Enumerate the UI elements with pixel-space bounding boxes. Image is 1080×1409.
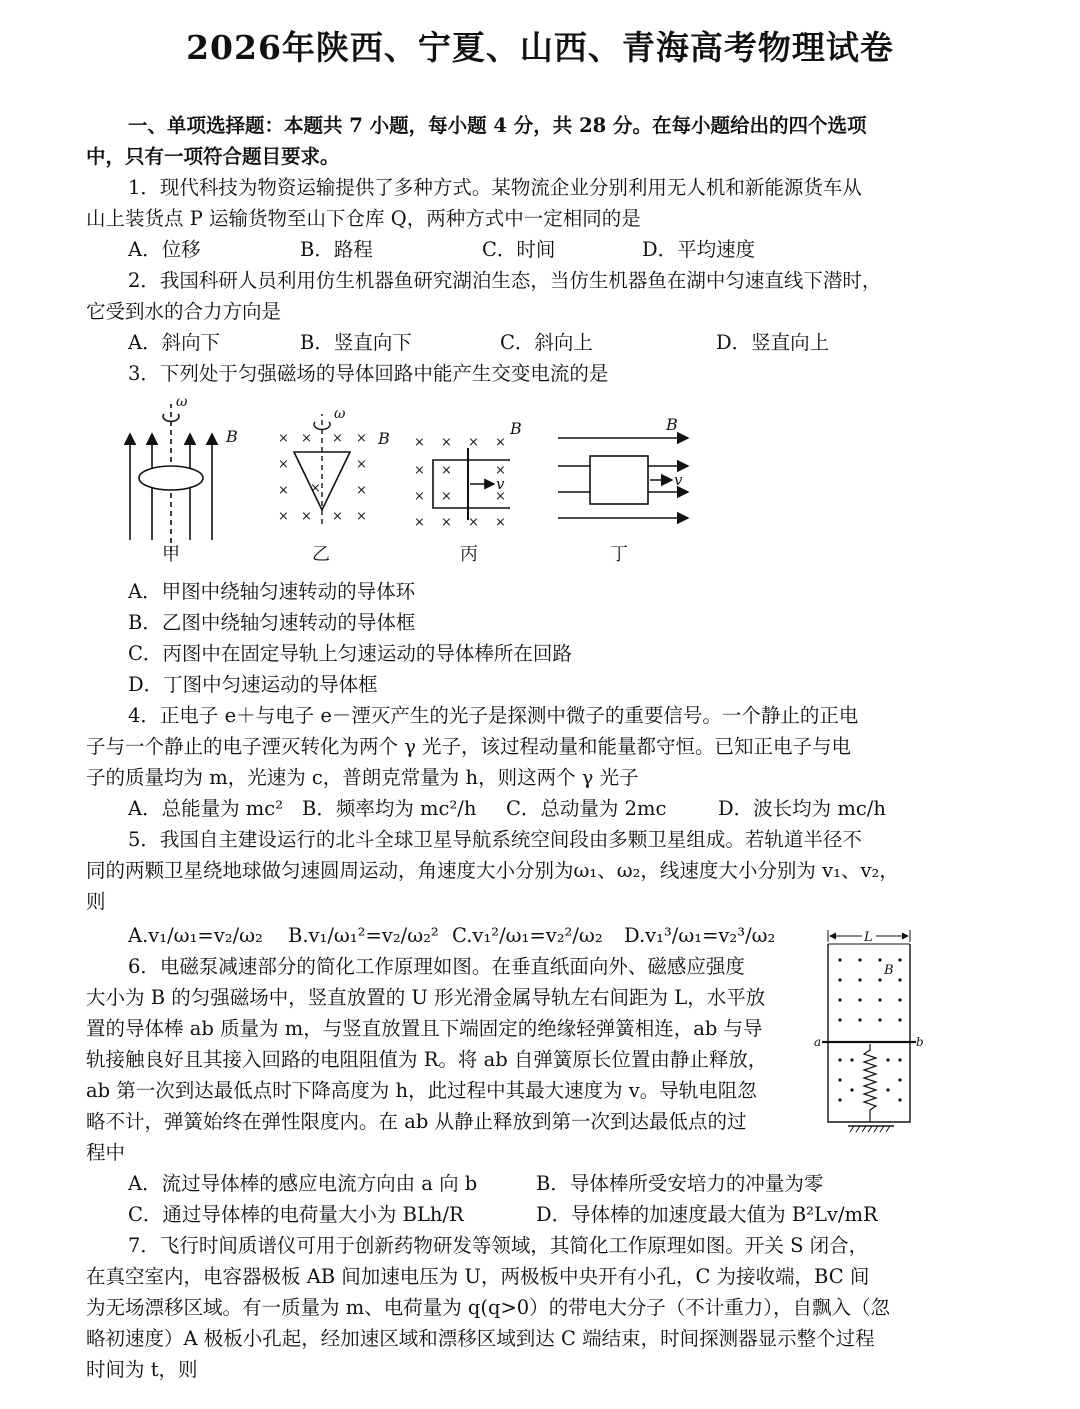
q7-stem-line1: 7．飞行时间质谱仪可用于创新药物研发等领域，其简化工作原理如图。开关 S 闭合， [128,1234,869,1257]
svg-text:×: × [278,431,289,446]
q4-options [128,793,886,824]
q6-stem-line1: 6．电磁泵减速部分的简化工作原理如图。在垂直纸面向外、磁感应强度 [128,955,745,978]
q6-option-a[interactable]: A．流过导体棒的感应电流方向由 a 向 b [128,1172,478,1195]
figure-label-jia: 甲 [162,544,180,565]
ding-velocity: v [674,471,683,489]
q6-spring [864,1044,876,1122]
q7-stem-line4: 略初速度）A 极板小孔起，经加速区域和漂移区域到达 C 端结束，时间探测器显示整个过程 [86,1327,875,1350]
section-heading-line1: 一、单项选择题：本题共 7 小题，每小题 4 分，共 28 分。在每小题给出的四个选项 [128,114,867,137]
svg-text:×: × [310,481,321,496]
svg-text:×: × [356,509,367,524]
q1-option-b[interactable]: B．路程 [300,238,373,261]
figure-yi [278,406,390,524]
q6-stem-line2: 大小为 B 的匀强磁场中，竖直放置的 U 形光滑金属导轨左右间距为 L，水平放 [86,986,766,1009]
q6-rod-end-b: b [916,1035,924,1049]
section-heading-line2: 中，只有一项符合题目要求。 [86,145,340,168]
figure-ding [558,415,688,518]
svg-text:×: × [495,435,506,450]
jia-omega: ω [176,394,188,410]
q6-option-c[interactable]: C．通过导体棒的电荷量大小为 BLh/R [128,1203,464,1226]
q5-option-d[interactable]: D.v₁³/ω₁=v₂³/ω₂ [624,924,776,947]
svg-text:×: × [441,489,452,504]
svg-text:×: × [468,435,479,450]
ding-field-label: B [666,415,678,434]
q4-stem-line1: 4．正电子 e＋与电子 e－湮灭产生的光子是探测中微子的重要信号。一个静止的正电 [128,704,859,727]
q6-options-row2 [128,1199,878,1230]
svg-text:×: × [301,509,312,524]
q6-stem-line5: ab 第一次到达最低点时下降高度为 h，此过程中其最大速度为 v。导轨电阻忽 [86,1079,757,1102]
yi-omega: ω [334,406,346,422]
q2-option-a[interactable]: A．斜向下 [128,331,221,354]
bing-velocity: v [496,475,505,493]
svg-text:×: × [356,483,367,498]
q6-figure [812,922,928,1136]
svg-text:×: × [356,431,367,446]
svg-text:×: × [356,457,367,472]
page-title: 2026年陕西、宁夏、山西、青海高考物理试卷 [186,28,894,67]
q4-option-b[interactable]: B．频率均为 mc²/h [302,797,477,820]
bing-field-label: B [510,419,522,438]
q3-option-a[interactable]: A．甲图中绕轴匀速转动的导体环 [128,580,416,603]
svg-text:×: × [468,515,479,530]
svg-text:×: × [414,515,425,530]
jia-field-label: B [226,427,238,446]
q5-options [128,920,775,951]
q6-option-d[interactable]: D．导体棒的加速度最大值为 B²Lv/mR [536,1203,878,1226]
svg-text:×: × [332,431,343,446]
figure-bing [414,419,522,530]
q1-option-d[interactable]: D．平均速度 [642,238,756,261]
q1-stem-line1: 1．现代科技为物资运输提供了多种方式。某物流企业分别利用无人机和新能源货车从 [128,176,862,199]
svg-text:×: × [495,489,506,504]
svg-text:×: × [441,515,452,530]
svg-text:×: × [278,509,289,524]
q1-options [128,234,755,265]
q5-option-a[interactable]: A.v₁/ω₁=v₂/ω₂ [128,924,263,947]
q6-stem-line7: 程中 [86,1141,126,1164]
q2-options [128,327,829,358]
q7-stem-line5: 时间为 t，则 [86,1358,198,1381]
q3-stem: 3．下列处于匀强磁场的导体回路中能产生交变电流的是 [128,362,609,385]
q5-stem-line1: 5．我国自主建设运行的北斗全球卫星导航系统空间段由多颗卫星组成。若轨道半径不 [128,828,862,851]
q4-stem-line3: 子的质量均为 m，光速为 c，普朗克常量为 h，则这两个 γ 光子 [86,766,639,789]
svg-text:×: × [301,431,312,446]
q5-option-c[interactable]: C.v₁²/ω₁=v₂²/ω₂ [452,924,603,947]
svg-text:×: × [332,509,343,524]
svg-text:×: × [414,489,425,504]
q7-stem-line2: 在真空室内，电容器极板 AB 间加速电压为 U，两极板中央开有小孔，C 为接收端，BC 间 [86,1265,870,1288]
q1-option-a[interactable]: A．位移 [128,238,201,261]
q3-option-b[interactable]: B．乙图中绕轴匀速转动的导体框 [128,611,416,634]
q6-stem-line4: 轨接触良好且其接入回路的电阻阻值为 R。将 ab 自弹簧原长位置由静止释放， [86,1048,768,1071]
q3-option-c[interactable]: C．丙图中在固定导轨上匀速运动的导体棒所在回路 [128,642,572,665]
q7-stem-line3: 为无场漂移区域。有一质量为 m、电荷量为 q(q>0）的带电大分子（不计重力），自飘入（忽 [86,1296,890,1319]
q2-option-b[interactable]: B．竖直向下 [300,331,412,354]
q3-figures [110,392,710,574]
q6-option-b[interactable]: B．导体棒所受安培力的冲量为零 [536,1172,824,1195]
q2-option-d[interactable]: D．竖直向上 [716,331,830,354]
figure-label-ding: 丁 [610,544,628,565]
svg-text:×: × [278,457,289,472]
q2-option-c[interactable]: C．斜向上 [500,331,593,354]
svg-text:×: × [414,463,425,478]
q4-option-a[interactable]: A．总能量为 mc² [128,797,284,820]
q6-rod-end-a: a [814,1035,822,1049]
q6-stem-line3: 置的导体棒 ab 质量为 m，与竖直放置且下端固定的绝缘轻弹簧相连，ab 与导 [86,1017,763,1040]
svg-text:×: × [414,435,425,450]
q2-stem-line1: 2．我国科研人员利用仿生机器鱼研究湖泊生态，当仿生机器鱼在湖中匀速直线下潜时， [128,269,882,292]
q5-stem-line2: 同的两颗卫星绕地球做匀速圆周运动，角速度大小分别为ω₁、ω₂，线速度大小分别为 v₁、v₂， [86,859,899,882]
svg-text:×: × [441,463,452,478]
q2-stem-line2: 它受到水的合力方向是 [86,300,282,323]
q6-stem-line6: 略不计，弹簧始终在弹性限度内。在 ab 从静止释放到第一次到达最低点的过 [86,1110,747,1133]
q3-option-d[interactable]: D．丁图中匀速运动的导体框 [128,673,378,696]
q4-stem-line2: 子与一个静止的电子湮灭转化为两个 γ 光子，该过程动量和能量都守恒。已知正电子与电 [86,735,852,758]
q1-option-c[interactable]: C．时间 [482,238,556,261]
q6-width-label: L [864,930,873,945]
q4-option-d[interactable]: D．波长均为 mc/h [718,797,886,820]
q5-stem-line3: 则 [86,890,106,913]
q6-field-label: B [884,963,894,978]
q5-option-b[interactable]: B.v₁/ω₁²=v₂/ω₂² [288,924,439,947]
figure-jia [130,394,238,552]
q4-option-c[interactable]: C．总动量为 2mc [506,797,667,820]
svg-text:×: × [495,515,506,530]
yi-field-label: B [378,429,390,448]
figure-label-yi: 乙 [312,544,330,565]
svg-text:×: × [278,483,289,498]
q6-options-row1 [128,1168,823,1199]
figure-label-bing: 丙 [460,544,478,565]
q1-stem-line2: 山上装货点 P 运输货物至山下仓库 Q，两种方式中一定相同的是 [86,207,641,230]
svg-text:×: × [441,435,452,450]
svg-text:×: × [495,463,506,478]
